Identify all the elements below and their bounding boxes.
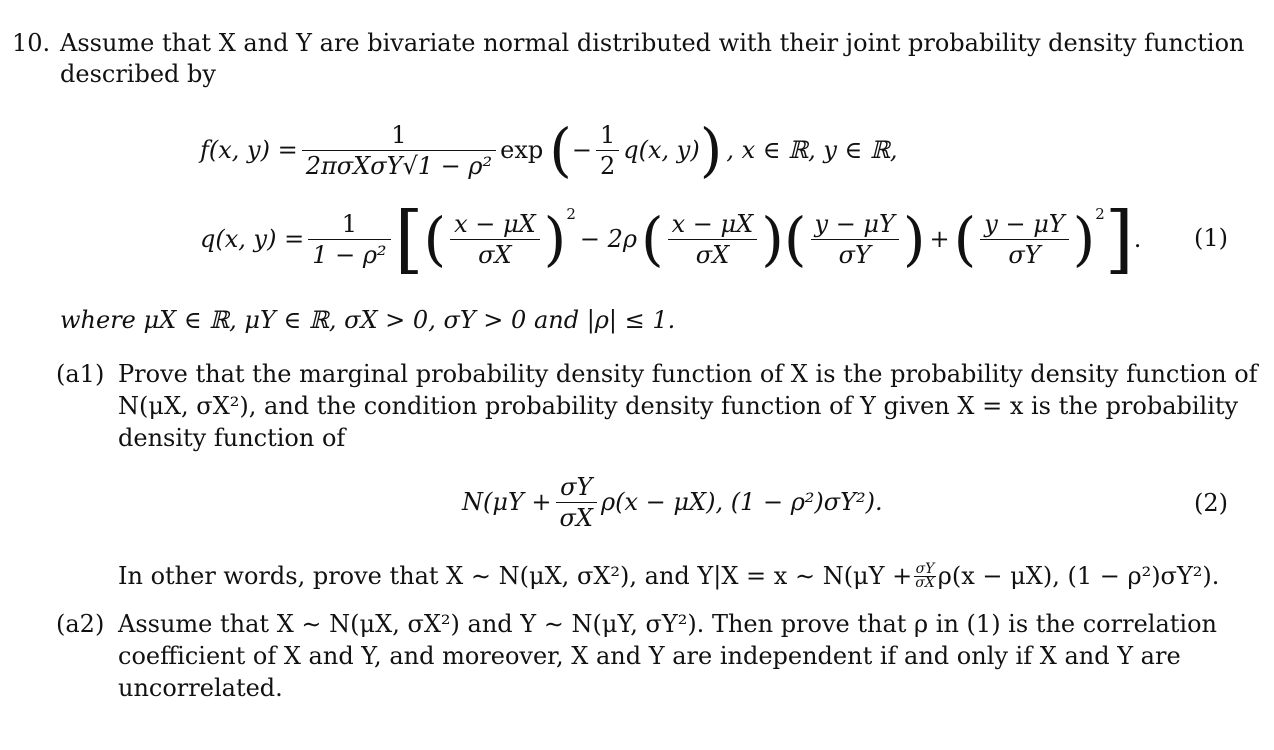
equation-f [200, 110, 898, 190]
f-tail: , x ∈ ℝ, y ∈ ℝ, [726, 136, 898, 164]
f-denominator: 2πσXσY√1 − ρ² [305, 151, 493, 180]
term1-square: 2 [566, 205, 576, 223]
q-lhs: q(x, y) = [200, 225, 305, 253]
other-words-line [118, 560, 1219, 592]
problem-number: 10. [12, 29, 51, 57]
a1-label: (a1) [56, 360, 105, 388]
f-arg-minus: − [571, 136, 592, 164]
term1-fraction [450, 209, 540, 270]
term3-denominator: σY [838, 240, 871, 269]
f-arg-numerator: 1 [596, 120, 619, 151]
eq2-numerator: σY [556, 472, 597, 503]
q-fraction [308, 209, 390, 270]
eq2-label: (2) [1194, 489, 1228, 517]
term3-numerator: y − μY [811, 209, 899, 240]
term4-fraction [980, 209, 1068, 270]
a2-label: (a2) [56, 610, 105, 638]
a2-line2: coefficient of X and Y, and moreover, X and Y are independent if and only if X and Y are [118, 642, 1181, 670]
f-arg-fraction [596, 120, 619, 181]
a1-line1: Prove that the marginal probability density function of X is the probability density function of [118, 360, 1258, 388]
eq2-denominator: σX [559, 503, 594, 532]
q-bracket-right: ] [1104, 196, 1134, 282]
q-bracket-left: [ [394, 196, 424, 282]
other-words-b: ρ(x − μX), (1 − ρ²)σY²). [937, 562, 1220, 590]
other-words-a: In other words, prove that X ∼ N(μX, σX²), and Y|X = x ∼ N(μY + [118, 562, 913, 590]
a2-line3: uncorrelated. [118, 674, 283, 702]
other-words-fraction [914, 560, 936, 591]
t1-paren-left: ( [423, 205, 447, 273]
f-arg-q: q(x, y) [623, 136, 700, 164]
t1-paren-right: ) [543, 205, 567, 273]
term2-fraction [668, 209, 758, 270]
t3-paren-right: ) [902, 205, 926, 273]
f-numerator: 1 [302, 120, 496, 151]
where-line: where μX ∈ ℝ, μY ∈ ℝ, σX > 0, σY > 0 and |ρ| ≤ 1. [60, 306, 676, 334]
plus-sign: + [929, 225, 950, 253]
eq2-right: ρ(x − μX), (1 − ρ²)σY²). [601, 488, 883, 516]
a1-line3: density function of [118, 424, 346, 452]
term4-square: 2 [1095, 205, 1105, 223]
f-fraction [302, 120, 496, 181]
t4-paren-right: ) [1072, 205, 1096, 273]
term2-numerator: x − μX [668, 209, 758, 240]
f-paren-right: ) [699, 116, 723, 184]
problem-intro-line2: described by [60, 60, 216, 88]
f-paren-left: ( [549, 116, 572, 184]
other-words-fn: σY [915, 560, 935, 577]
t2-paren-left: ( [640, 205, 664, 273]
term4-denominator: σY [1008, 240, 1041, 269]
term2-denominator: σX [695, 240, 730, 269]
eq2-fraction [556, 472, 597, 533]
equation-2 [462, 470, 883, 534]
a1-line2: N(μX, σX²), and the condition probability density function of Y given X = x is the probability [118, 392, 1239, 420]
f-arg-denominator: 2 [599, 151, 616, 180]
q-denominator: 1 − ρ² [312, 240, 387, 269]
term1-numerator: x − μX [450, 209, 540, 240]
a2-line1: Assume that X ∼ N(μX, σX²) and Y ∼ N(μY, σY²). Then prove that ρ in (1) is the correlation [118, 610, 1217, 638]
t4-paren-left: ( [953, 205, 977, 273]
term1-denominator: σX [478, 240, 512, 269]
f-lhs: f(x, y) = [200, 136, 298, 164]
eq2-left: N(μY + [462, 488, 552, 516]
minus-2rho: − 2ρ [579, 225, 637, 253]
t3-paren-left: ( [783, 205, 807, 273]
term4-numerator: y − μY [980, 209, 1068, 240]
f-exp: exp [500, 136, 544, 164]
q-period: . [1133, 225, 1142, 253]
problem-intro-line1: Assume that X and Y are bivariate normal distributed with their joint probability density function [60, 29, 1245, 57]
t2-paren-right: ) [761, 205, 784, 273]
q-numerator: 1 [308, 209, 390, 240]
term3-fraction [811, 209, 899, 270]
eq1-label: (1) [1194, 224, 1228, 252]
other-words-fd: σX [915, 574, 935, 591]
equation-q [200, 194, 1141, 284]
